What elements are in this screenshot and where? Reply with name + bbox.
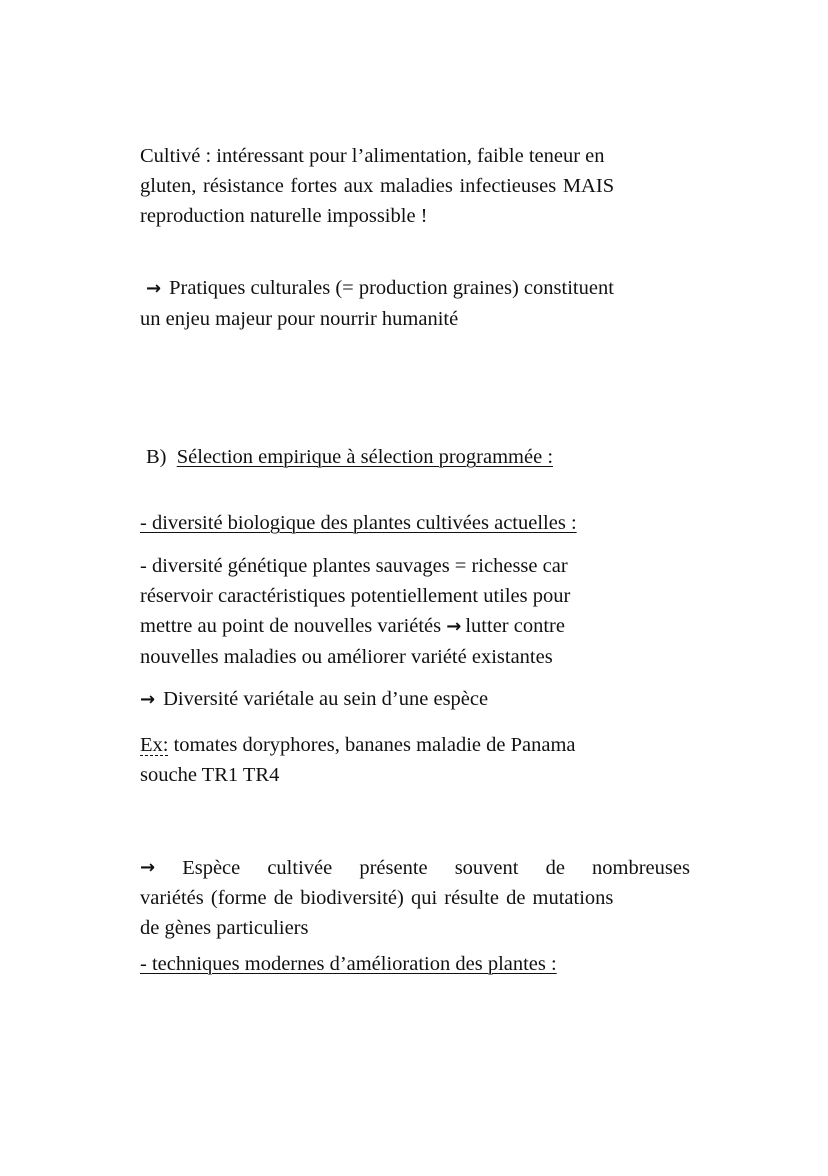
arrow-right-icon: → [146,278,162,299]
section-heading-b [146,442,696,472]
text-word: nombreuses [592,857,690,879]
paragraph-line [140,853,690,883]
section-title: Sélection empirique à sélection programmée : [176,446,554,468]
paragraph-line [140,684,690,715]
subheading-techniques [140,949,690,979]
paragraph-line: un enjeu majeur pour nourrir humanité [140,308,459,330]
text-span: lutter contre [465,615,565,637]
arrow-right-icon: → [140,857,156,878]
paragraph-diversite-genetique [140,551,690,672]
paragraph-line: variétés (forme de biodiversité) qui résulte de mutations [140,887,614,909]
paragraph-line: reproduction naturelle impossible ! [140,205,428,227]
text-word: de [545,857,565,879]
section-number: B) [146,446,167,468]
example-label: Ex: [140,734,169,756]
paragraph-line [140,730,690,760]
text-span: Pratiques culturales (= production graines) constituent [169,277,614,299]
paragraph-line: souche TR1 TR4 [140,764,280,786]
paragraph-line: - diversité génétique plantes sauvages = richesse car [140,555,568,577]
paragraph-line [140,273,690,304]
text-word: souvent [454,857,519,879]
text-word: cultivée [267,857,333,879]
paragraph-line: gluten, résistance fortes aux maladies infectieuses MAIS [140,175,615,197]
section-heading-line [146,442,696,472]
paragraph-line [140,611,690,642]
text-span: tomates doryphores, bananes maladie de Panama [173,734,576,756]
paragraph-line [140,141,690,171]
arrow-right-icon: → [140,689,156,710]
paragraph-line: de gènes particuliers [140,917,309,939]
paragraph-espece-cultivee [140,853,690,943]
text-span: Cultivé : intéressant pour l’alimentation, faible teneur en [140,145,605,167]
subheading-diversite [140,508,690,538]
text-word: Espèce [182,857,241,879]
paragraph-pratiques [140,273,690,334]
text-word: présente [359,857,428,879]
subheading-text: - diversité biologique des plantes cultivées actuelles : [140,512,577,534]
paragraph-line: nouvelles maladies ou améliorer variété existantes [140,646,553,668]
subheading-text: - techniques modernes d’amélioration des plantes : [140,953,557,975]
text-span: Diversité variétale au sein d’une espèce [163,688,489,710]
arrow-right-icon: → [446,616,462,637]
paragraph-line: réservoir caractéristiques potentiellement utiles pour [140,585,571,607]
paragraph-cultive [140,141,690,231]
text-span: mettre au point de nouvelles variétés [140,615,442,637]
example-block [140,730,690,790]
paragraph-diversite-varietale [140,684,690,715]
